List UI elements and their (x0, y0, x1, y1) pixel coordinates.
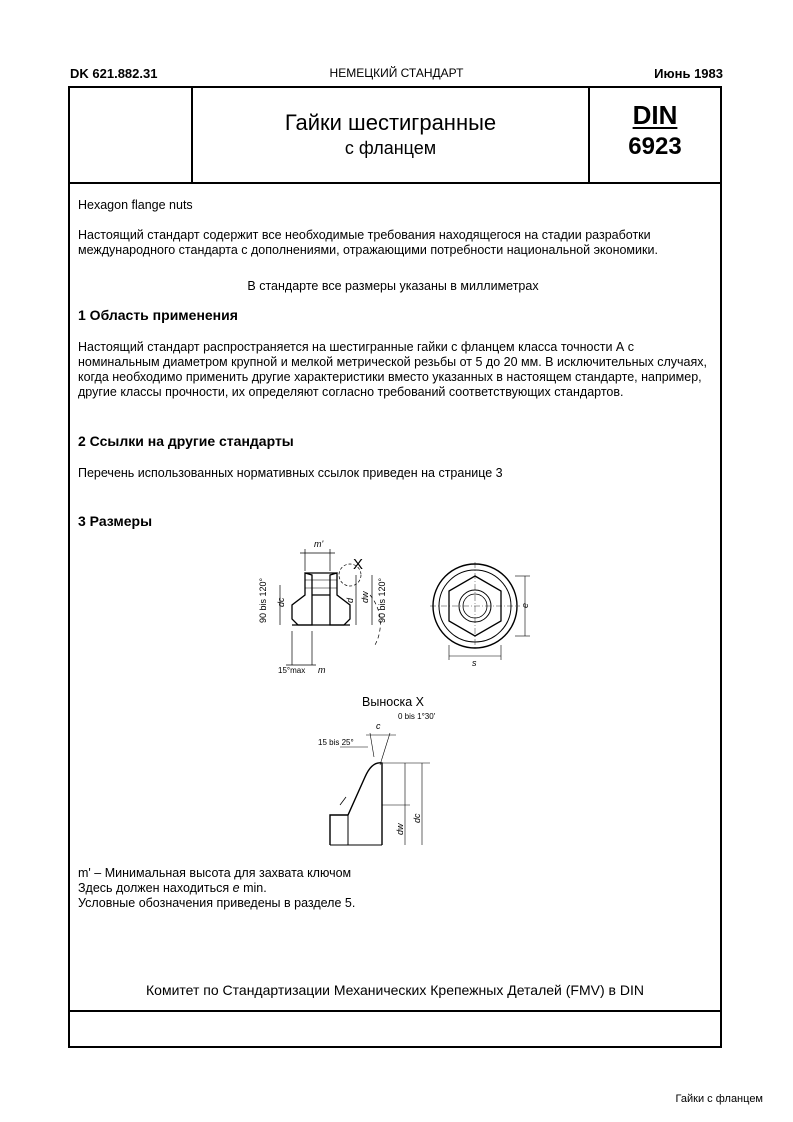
section-2-text: Перечень использованных нормативных ссылок приведен на странице 3 (78, 466, 503, 480)
bottom-divider (70, 1010, 720, 1012)
note-m-prime: m' – Минимальная высота для захвата ключом (78, 866, 352, 880)
label-detail-angle1: 0 bis 1°30' (398, 712, 436, 721)
page-footer: Гайки с фланцем (675, 1093, 763, 1105)
nut-side-view-drawing (250, 535, 400, 680)
document-category: НЕМЕЦКИЙ СТАНДАРТ (329, 66, 464, 80)
label-dc: dc (276, 597, 286, 607)
note-e-min-pre: Здесь должен находиться (78, 881, 233, 895)
note-e-min-symbol: e (232, 881, 240, 895)
label-detail-c: c (376, 721, 381, 731)
note-e-min-post: min. (239, 881, 267, 895)
label-x-mark: X (353, 556, 364, 573)
label-detail-angle2: 15 bis 25° (318, 738, 354, 747)
intro-paragraph: Настоящий стандарт содержит все необходимые требования находящегося на стадии разработки международного стандарта с дополнениями, отражающими потребности национальной экономики. (78, 228, 658, 257)
label-dw: dw (360, 591, 370, 603)
mm-note: В стандарте все размеры указаны в миллиметрах (247, 279, 539, 293)
label-m-prime: m' (314, 539, 324, 549)
label-e: e (520, 602, 530, 608)
section-1-text: Настоящий стандарт распространяется на шестигранные гайки с фланцем класса точности А с номинальным диаметром крупной и мелкой метрической резьбы от 5 до 20 мм. В исключительных случаях, когда необходимо применить другие характеристики вместо указанных в настоящем стандарте, например, другие классы прочности, их определяют согласно требований соответствующих стандартов. (78, 340, 707, 399)
din-number: 6923 (628, 133, 682, 160)
label-angle-right: 90 bis 120° (377, 577, 387, 623)
detail-x-drawing (310, 705, 460, 855)
committee-name: Комитет по Стандартизации Механических Крепежных Деталей (FMV) в DIN (146, 982, 644, 998)
label-d: d (345, 597, 355, 603)
label-s: s (472, 658, 477, 668)
label-angle-left: 90 bis 120° (258, 577, 268, 623)
label-detail-dw: dw (395, 823, 405, 835)
din-cell (590, 88, 720, 182)
document-date: Июнь 1983 (654, 66, 723, 81)
english-title: Hexagon flange nuts (78, 198, 193, 212)
title-block (70, 88, 720, 184)
nut-top-view-drawing (430, 560, 540, 670)
page-title: Гайки шестигранные (284, 110, 497, 135)
din-label: DIN (632, 100, 678, 130)
note-symbols: Условные обозначения приведены в разделе 5. (78, 896, 356, 910)
note-e-min (78, 881, 708, 896)
udc-code: DK 621.882.31 (70, 66, 158, 81)
label-angle-15: 15°max (278, 666, 306, 675)
title-cell (193, 88, 590, 182)
page-subtitle: с фланцем (344, 138, 437, 158)
title-empty-cell (70, 88, 193, 182)
label-detail-dc: dc (412, 813, 422, 823)
section-1-heading: 1 Область применения (78, 307, 238, 323)
section-3-heading: 3 Размеры (78, 513, 153, 529)
detail-x-label: Выноска X (362, 695, 424, 709)
label-m: m (318, 665, 326, 675)
section-2-heading: 2 Ссылки на другие стандарты (78, 433, 294, 449)
